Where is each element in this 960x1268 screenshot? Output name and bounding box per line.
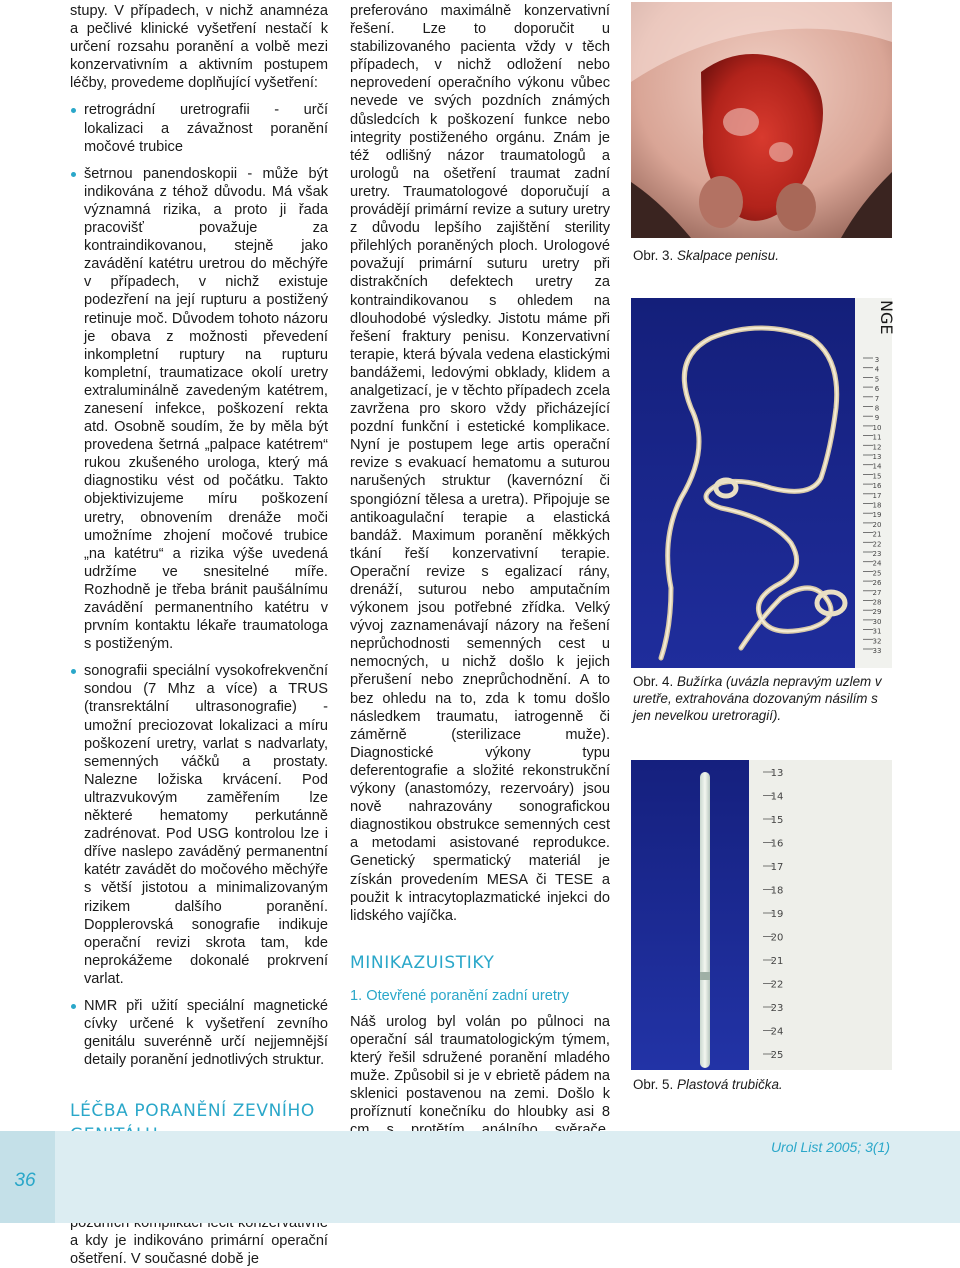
list-item: NMR při užití speciální magnetické cívky určené k vyšetření zevního genitálu suverénně určí nejjemnější detaily poranění jednotlivých struktur. [70,997,328,1069]
ruler-tick-label: 21 [770,956,784,967]
ruler-tick-label: 11 [872,433,882,442]
ruler-tick-label: 9 [874,414,880,423]
ruler-tick-label: 13 [770,768,784,779]
ruler-tick-label: 8 [874,404,880,413]
case-subheading: 1. Otevřené poranění zadní uretry [350,987,570,1004]
ruler-tick-label: 21 [872,530,882,539]
ruler-tick-label: 14 [872,462,882,471]
ruler-tick-label: 29 [872,608,882,617]
ruler-tick-label: 16 [770,838,784,850]
ruler-brand-text: NGE [877,300,896,335]
ruler-tick-label: 12 [872,443,882,452]
ruler-tick-label: 25 [770,1050,784,1061]
ruler-tick-label: 19 [872,511,882,520]
ruler-tick-label: 4 [874,365,880,374]
left-column [70,2,328,1268]
figure-5-photo [631,760,892,1070]
ruler-tick-label: 23 [872,550,882,558]
ruler-tick-label: 32 [872,637,882,646]
figure-3-photo [631,2,892,238]
ruler-tick-label: 20 [872,520,882,529]
ruler-tick-label: 18 [770,885,784,897]
minikazuistiky-heading: MINIKAZUISTIKY [350,952,495,973]
ruler-tick-label: 17 [770,862,784,873]
ruler-tick-label: 17 [872,491,882,500]
figure-4-caption [633,673,893,724]
ruler-tick-label: 10 [872,423,882,432]
ruler-tick-label: 33 [872,647,882,655]
ruler-tick-label: 31 [872,627,882,636]
plastic-tube-image [631,760,892,1070]
list-item: retrográdní uretrografii - určí lokalizaci a závažnost poranění močové trubice [70,101,328,155]
figure-caption-text: Plastová trubička. [676,1077,783,1092]
section-paragraph: a kdy je indikováno primární operační ošetření. V současné době je [70,1232,328,1267]
ruler-tick-label: 14 [770,791,784,803]
list-item: sonografii speciální vysokofrekvenční sondou (7 Mhz a více) a TRUS (transrektální ultrasonografie) - umožní preciozovat lokalizaci a míru poškození uretry, varlat s nadvarlaty, semenných váčků a prostaty. Nalezne ložiska krvácení. Pod ultrazvukovým zaměřením lze některé hematomy perkutánně zadrénovat. Pod USG kontrolou lze i dříve naslepo zaváděný permanentní katétr zavádět do močového měchýře s větší jistotou a minimalizovaným rizikem dalšího poranění. Dopplerovská sonografie indikuje operační revizi skrota tam, kde neprokážeme dokonalé prokrvení varlat. [70,662,328,988]
ruler-tick-label: 19 [770,909,784,920]
ruler-tick-label: 22 [872,540,882,549]
figure-5-caption [633,1076,893,1093]
catheter-knot-image [631,298,896,668]
ruler-tick-label: 3 [874,356,880,364]
ruler-tick-label: 18 [872,501,882,510]
figure-label: Obr. 4. [633,674,674,689]
figure-caption-text: Skalpace penisu. [676,248,779,263]
ruler-tick-label: 28 [872,598,882,607]
ruler-tick-label: 15 [872,472,882,481]
ruler-tick-label: 27 [872,588,882,597]
ruler-tick-label: 13 [872,453,882,461]
ruler-tick-label: 16 [872,482,882,491]
ruler-tick-label: 20 [770,932,784,944]
page-number: 36 [14,1170,36,1191]
intro-paragraph: stupy. V případech, v nichž anamnéza a pečlivé klinické vyšetření nestačí k určení rozsahu poranění a volbě mezi konzervativním a aktivním postupem léčby, provedeme doplňující vyšetření: [70,3,328,92]
ruler-tick-label: 5 [874,375,880,384]
figure-4-photo [631,298,896,668]
ruler-tick-label: 26 [872,579,882,588]
section-heading: LÉČBA PORANĚNÍ ZEVNÍHO [70,1101,315,1122]
ruler-tick-label: 30 [872,617,882,626]
figure-caption-text: Bužírka (uvázla nepravým uzlem v uretře, extrahována dozovaným násilím s jen nevelkou uretroragií). [633,674,882,723]
ruler-tick-label: 22 [770,979,784,991]
ruler-tick-label: 24 [872,559,882,568]
ruler-tick-label: 25 [872,569,882,578]
case-paragraph: Náš urolog byl volán po půlnoci na operační sál traumatologickým týmem, který řešil sdružené poranění mladého muže. Způsobil si je v ebrietě pádem na sklenici postavenou na zemi. Došlo k proříznutí konečníku do hloubky asi 8 [350,1013,610,1121]
body-paragraph: preferováno maximálně konzervativní řešení. Lze to doporučit u stabilizovaného pacienta vždy v těch případech, v nichž odložení nebo neprovedení operačního výkonu vůbec nevede ve svých pozdních známých důsledcích k poškození funkce nebo integrity postiženého orgánu. Znám je též odlišný názor traumatologů a urologů na ošetření traumat zadní uretry. Traumatologové doporučují a provádějí primární revize a sutury uretry z důvodu lepšího zajištění sterility přilehlých poraněných ploch. Urologové považují primární suturu uretry při distrakčních defektech uretry za kontraindikovanou s ohledem na dlouhodobé výsledky. Jistotu máme při řešení fraktury penisu. Konzervativní terapie, která bývala vedena elastickými bandážemi, ledovými obklady, klidem a analgetizací, je v těchto případech zcela zavržena pro skoro vždy přicházející pozdní funkční i estetické komplikace. Nyní je postupem lege artis operační revize s evakuací hematomu a suturou narušených struktur (kavernózní či spongiózní tělesa a uretra). Připojuje se antikoagulační terapie a elastická bandáž. Maximum poranění měkkých tkání řeší konzervativní terapie. Operační revize s egalizací rány, drenáží, suturou nebo amputačním výkonem jsou potřebné zřídka. Velký vývoj zaznamenávají názory na řešení neprůchodnosti semenných cest u nemocných, u nichž došlo k jejich přerušení nebo zneprůchodnění. A to bez ohledu na to, zda k tomu došlo následkem traumatu, iatrogenně či záměrně (sterilizace muže). Diagnostické výkony typu deferentografie a složité rekonstrukční výkony (anastomózy, rezervoáry) jsou nově nahrazovány sonografickou diagnostikou obstrukce semenných cest a metodami asistované reprodukce. Genetický spermatický materiál je získán provedením MESA či TESE a použit k intracytoplazmatické injekci do lidského vajíčka. [350,3,610,924]
examination-list [70,101,328,1069]
skin-wound-image [631,2,892,238]
ruler-tick-label: 7 [874,394,880,403]
journal-citation: Urol List 2005; 3(1) [770,1139,890,1155]
ruler-tick-label: 24 [770,1026,784,1038]
figure-label: Obr. 5. [633,1077,674,1092]
middle-column [350,2,610,1212]
ruler-tick-label: 6 [874,385,880,394]
ruler-tick-label: 15 [770,815,784,826]
list-item: šetrnou panendoskopii - může být indikována z téhož důvodu. Má však významná rizika, a proto ji řada pracovišť považuje za kontraindikovanou, stejně jako zavádění katétru uretrou do měchýře v případech, v nichž existuje podezření na její rupturu a postižený retinuje moč. Důvodem tohoto názoru je obava z možnosti převedení inkompletní ruptury na rupturu kompletní, traumatizace okolí uretry extraluminálně zavedeným katétrem, zanesení infekce, poškození rekta atd. Osobně soudím, že by měla být provedena šetrná „palpace katétrem“ rukou zkušeného urologa, který má diagnostiku vést od počátku. Takto objektivizujeme míru poškození uretry, obnovením drenáže moči umožníme zhojení močové trubice „na katétru“ a rizika výše uvedená udržíme ve snesitelné míře. Rozhodně je třeba bránit paušálnímu zavádění permanentního katétru v prvním kontaktu lékaře traumatologa s postiženým. [70,165,328,654]
figure-label: Obr. 3. [633,248,674,263]
figure-3-caption [633,247,893,264]
ruler-tick-label: 23 [770,1003,784,1014]
